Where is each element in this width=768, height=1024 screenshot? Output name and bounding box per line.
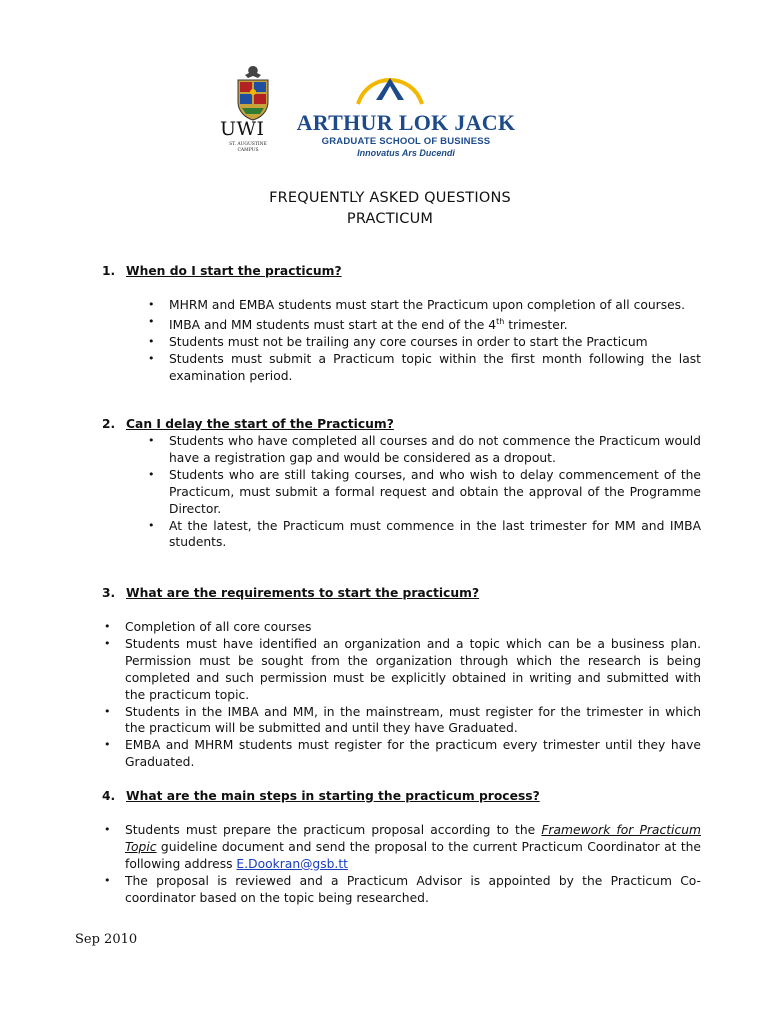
list-item-text: Students must prepare the practicum proposal according to the <box>125 823 542 837</box>
question-3 <box>102 586 479 600</box>
list-item: • Completion of all core courses <box>101 619 701 636</box>
list-item-text: guideline document and send the proposal to the current Practicum Coordinator at the following address <box>125 839 701 871</box>
question-1 <box>102 264 342 278</box>
answer-list-1 <box>145 297 701 385</box>
answer-list-3 <box>101 619 701 771</box>
list-item: • Students must not be trailing any core courses in order to start the Practicum <box>145 334 701 351</box>
email-link[interactable]: E.Dookran@gsb.tt <box>236 856 348 871</box>
uwi-logo-text: UWI <box>220 118 265 140</box>
list-item-text: IMBA and MM students must start at the end of the 4 <box>169 318 497 332</box>
footer-date: Sep 2010 <box>75 932 138 947</box>
question-number: 2. <box>102 417 116 431</box>
list-item-text-tail: trimester. <box>504 318 568 332</box>
list-item: • EMBA and MHRM students must register for the practicum every trimester until they have Graduated. <box>101 737 701 771</box>
answer-list-4 <box>101 822 701 907</box>
alj-subtitle: GRADUATE SCHOOL OF BUSINESS <box>321 136 491 147</box>
list-item <box>101 822 701 873</box>
alj-name: ARTHUR LOK JACK <box>296 110 516 135</box>
uwi-crest-icon <box>232 64 274 122</box>
list-item <box>145 314 701 334</box>
alj-arch-icon <box>354 66 426 106</box>
header-logos <box>218 62 518 172</box>
question-4 <box>102 789 540 803</box>
list-item: • MHRM and EMBA students must start the Practicum upon completion of all courses. <box>145 297 701 314</box>
question-text: What are the main steps in starting the practicum process? <box>126 789 540 803</box>
list-item: • Students who are still taking courses, and who wish to delay commencement of the Practicum, must submit a formal request and obtain the approval of the Programme Director. <box>145 467 701 518</box>
question-2 <box>102 417 394 431</box>
question-text: What are the requirements to start the practicum? <box>126 586 480 600</box>
question-number: 3. <box>102 586 116 600</box>
list-item: • Students in the IMBA and MM, in the mainstream, must register for the trimester in which the practicum will be submitted and until they have Graduated. <box>101 704 701 738</box>
page-title: FREQUENTLY ASKED QUESTIONS <box>269 190 511 206</box>
list-item: • Students must submit a Practicum topic within the first month following the last examination period. <box>145 351 701 385</box>
list-item: • At the latest, the Practicum must commence in the last trimester for MM and IMBA students. <box>145 518 701 552</box>
list-item: • Students who have completed all courses and do not commence the Practicum would have a registration gap and would be considered as a dropout. <box>145 433 701 467</box>
superscript: th <box>496 316 505 326</box>
answer-list-2 <box>145 433 701 551</box>
uwi-campus-text: ST. AUGUSTINE CAMPUS <box>229 142 267 153</box>
question-text: Can I delay the start of the Practicum? <box>126 417 394 431</box>
page-subtitle: PRACTICUM <box>346 211 434 227</box>
list-item: • Students must have identified an organization and a topic which can be a business plan. Permission must be sought from the organization through which the research is being completed and such permission must be explicitly obtained in writing and submitted with the practicum topic. <box>101 636 701 704</box>
framework-document-link[interactable]: Framework for Practicum Topic <box>125 823 701 854</box>
question-text: When do I start the practicum? <box>126 264 342 278</box>
alj-motto: Innovatus Ars Ducendi <box>357 148 455 158</box>
question-number: 4. <box>102 789 116 803</box>
list-item: • The proposal is reviewed and a Practicum Advisor is appointed by the Practicum Co-coordinator based on the topic being researched. <box>101 873 701 907</box>
question-number: 1. <box>102 264 116 278</box>
